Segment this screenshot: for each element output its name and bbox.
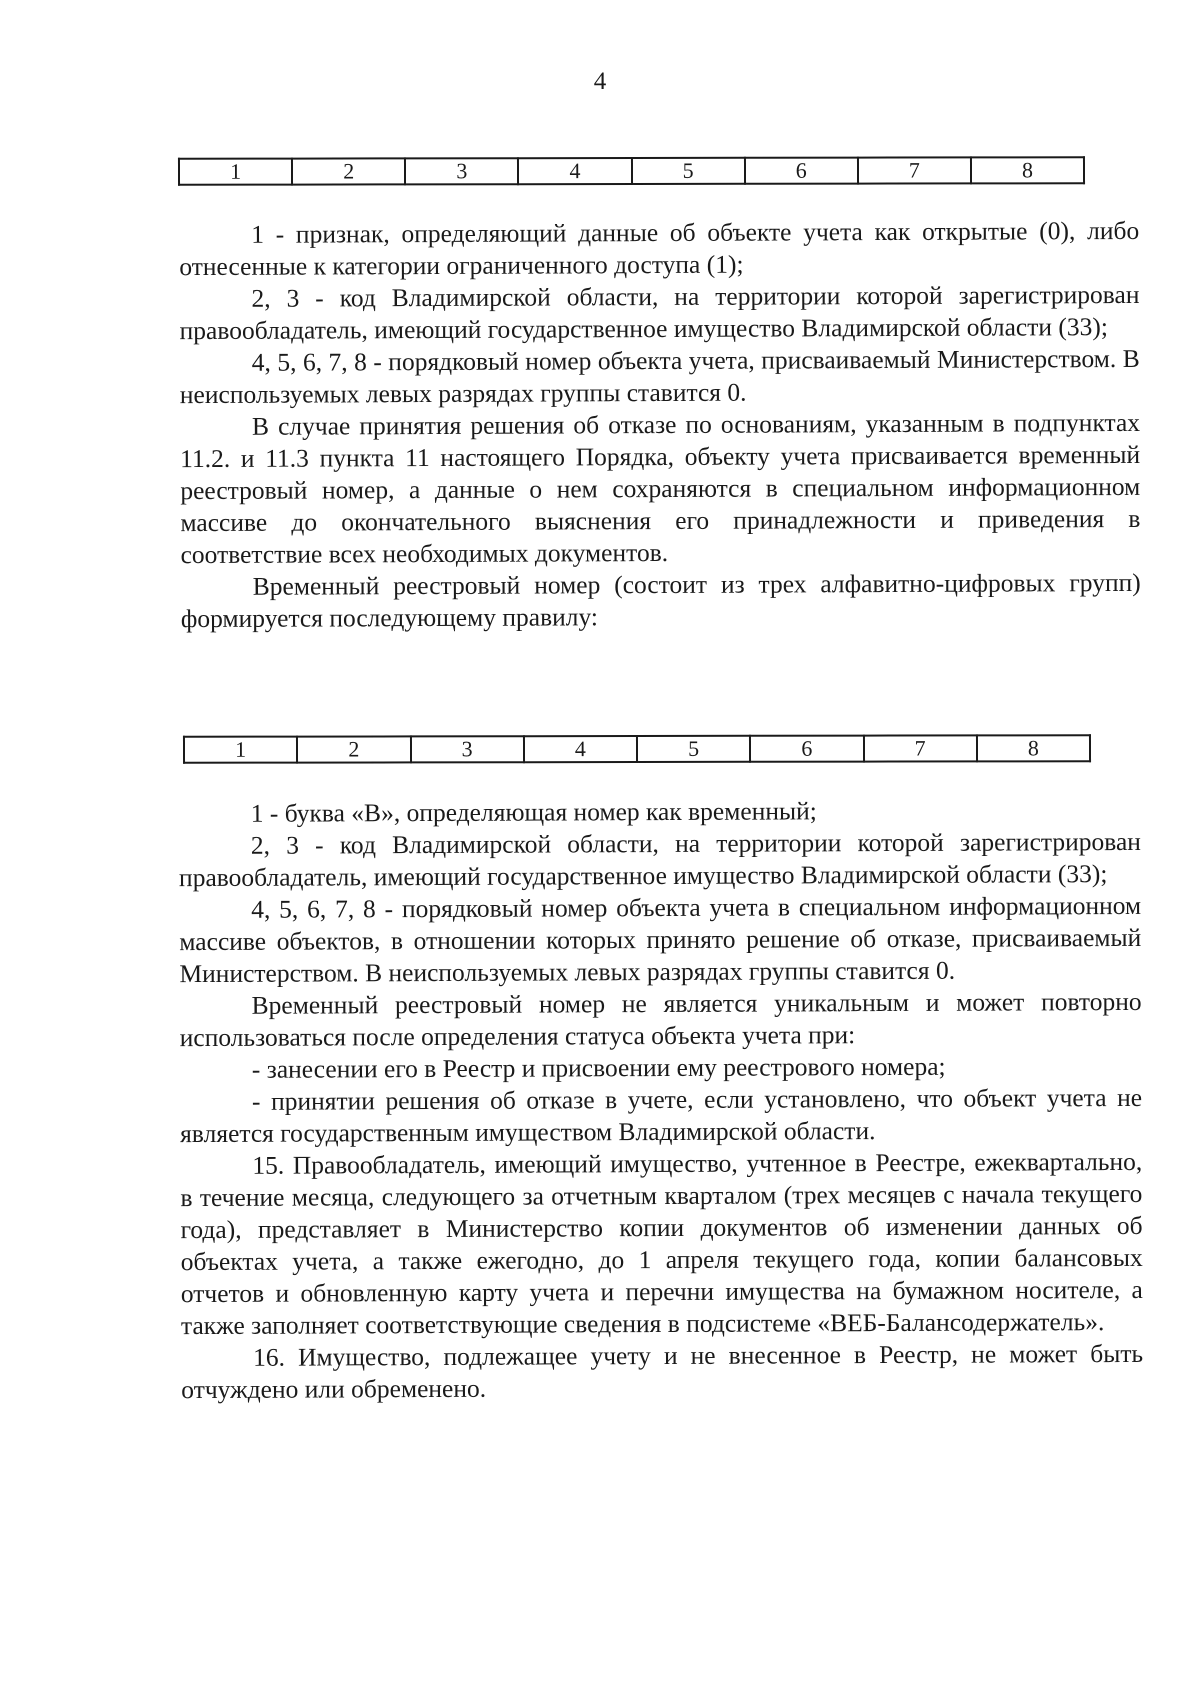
digit-cell: 8 [971,157,1084,183]
digit-cell: 5 [631,158,744,184]
paragraph: В случае принятия решения об отказе по основаниям, указанным в подпунктах 11.2. и 11.3 пункта 11 настоящего Порядка, объекту учета присваивается временный реестровый номер, а данные о нем сохраняются в специальном информационном массиве до окончательного выяснения его принадлежности и приведения в соответствие всех необходимых документов. [180,407,1141,570]
paragraph: - принятии решения об отказе в учете, если установлено, что объект учета не является государственным имуществом Владимирской области. [180,1082,1143,1149]
paragraph: - занесении его в Реестр и присвоении ему реестрового номера; [251,1051,946,1084]
digit-cell: 6 [750,736,863,762]
digit-cell: 4 [518,158,631,184]
paragraph: 2, 3 - код Владимирской области, на территории которой зарегистрирован правообладатель, имеющий государственное имущество Владимирской области (33); [179,279,1140,346]
paragraph: 2, 3 - код Владимирской области, на территории которой зарегистрирован правообладатель, имеющий государственное имущество Владимирской области (33); [178,826,1141,893]
digit-cell: 7 [858,157,971,183]
paragraph: 4, 5, 6, 7, 8 - порядковый номер объекта учета в специальном информационном массиве объектов, в отношении которых принято решение об отказе, присваиваемый Министерством. В неиспользуемых левых разрядах группы ставится 0. [179,890,1142,989]
digit-cell: 3 [410,736,523,762]
digit-cell: 6 [745,158,858,184]
paragraph: 1 - буква «В», определяющая номер как временный; [250,796,817,828]
paragraph: 15. Правообладатель, имеющий имущество, учтенное в Реестре, ежеквартально, в течение месяца, следующего за отчетным кварталом (трех месяцев с начала текущего года), представляет в Министерство копии документов об изменении данных об объектах учета, а также ежегодно, до 1 апреля текущего года, копии балансовых отчетов и обновленную карту учета и перечни имущества на бумажном носителе, а также заполняет соответствующие сведения в подсистеме «ВЕБ-Балансодержатель». [180,1146,1143,1341]
table-row [184,735,1090,763]
digit-cell: 3 [405,158,518,184]
digit-cell: 2 [297,736,410,762]
paragraph: Временный реестровый номер не является уникальным и может повторно использоваться после определения статуса объекта учета при: [179,986,1142,1053]
digit-cell: 1 [184,737,297,763]
table-row [179,157,1084,185]
digit-cell: 2 [292,158,405,184]
body-text-section-1 [179,215,1141,635]
paragraph: 16. Имущество, подлежащее учету и не внесенное в Реестр, не может быть отчуждено или обременено. [181,1338,1144,1405]
page-number: 4 [593,68,607,95]
digit-cell: 1 [179,159,292,185]
digit-cell: 4 [524,736,637,762]
digit-cell: 5 [637,736,750,762]
paragraph: Временный реестровый номер (состоит из трех алфавитно-цифровых групп) формируется последующему правилу: [180,567,1141,634]
registry-number-digits-table [178,156,1085,186]
paragraph: 1 - признак, определяющий данные об объекте учета как открытые (0), либо отнесенные к категории ограниченного доступа (1); [179,215,1140,282]
paragraph: 4, 5, 6, 7, 8 - порядковый номер объекта учета, присваиваемый Министерством. В неиспользуемых левых разрядах группы ставится 0. [179,343,1140,410]
digit-cell: 7 [863,735,976,761]
body-text-section-2 [179,794,1144,1406]
digit-cell: 8 [977,735,1090,761]
temporary-number-digits-table [183,734,1091,764]
